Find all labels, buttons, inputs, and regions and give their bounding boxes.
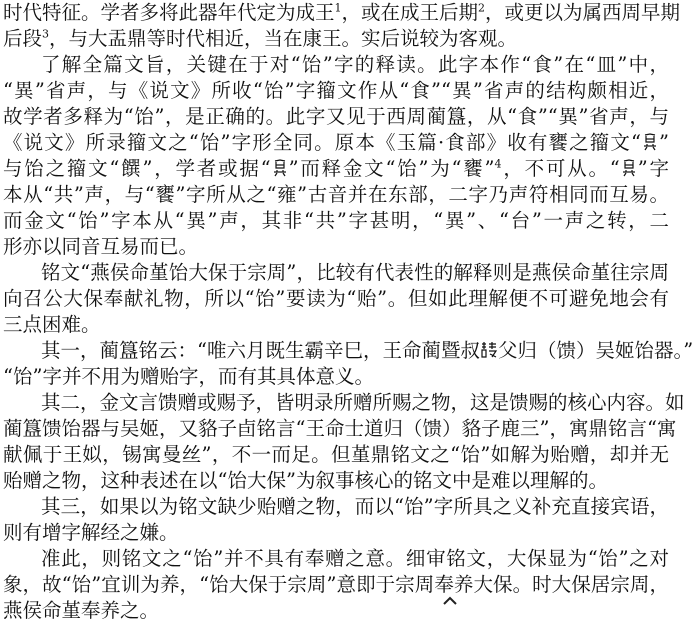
text-segment: 蔺簋馈饴器与吴姬，又貉子卣铭言“王命士道归（馈）貉子鹿三”，寓鼎铭言“寓 xyxy=(3,417,677,440)
text-line xyxy=(3,156,669,182)
footnote-marker: 4 xyxy=(494,157,502,171)
text-line xyxy=(3,52,669,78)
text-segment: 燕侯命堇奉养之。 xyxy=(3,599,160,622)
bronze-glyph-gong-shi-icon xyxy=(271,159,289,177)
text-line xyxy=(3,364,669,390)
text-line xyxy=(3,468,669,494)
text-segment: 三点困难。 xyxy=(3,313,101,336)
text-line xyxy=(3,494,669,520)
text-line xyxy=(3,0,681,26)
text-line xyxy=(3,572,669,598)
text-line xyxy=(3,78,669,104)
text-line xyxy=(3,416,677,442)
text-segment: ，或在成王后期 xyxy=(341,1,479,24)
text-line xyxy=(3,338,693,364)
footnote-marker: 3 xyxy=(42,27,50,41)
text-line xyxy=(3,442,669,468)
text-segment: 后段 xyxy=(3,27,43,50)
text-segment: “異”省声，与《说文》所收“饴”字籀文作从“食”“異”省声的结构颇相近， xyxy=(3,79,669,102)
text-segment: ”而释金文“饴”为“饔” xyxy=(288,157,495,180)
text-line xyxy=(3,520,669,546)
text-line xyxy=(3,598,669,624)
text-segment: 《说文》所录籀文之“饴”字形全同。原本《玉篇·食部》收有饔之籀文“ xyxy=(3,131,642,154)
text-segment: 准此，则铭文之“饴”并不具有奉赠之意。细审铭文，大保显为“饴”之对 xyxy=(41,547,669,570)
text-segment: 故学者多释为“饴”，是正确的。此字又见于西周蔺簋，从“食”“異”省声，与 xyxy=(3,105,669,128)
text-segment: ，与大盂鼎等时代相近，当在康王。实后说较为客观。 xyxy=(49,27,518,50)
text-segment: ，或更以为属西周早期 xyxy=(485,1,681,24)
text-segment: 时代特征。学者多将此器年代定为成王 xyxy=(3,1,335,24)
text-line xyxy=(3,208,669,234)
text-segment: 贻赠之物，这种表述在以“饴大保”为叙事核心的铭文中是难以理解的。 xyxy=(3,469,608,492)
text-line xyxy=(3,234,669,260)
text-segment: 象，故“饴”宜训为养，“饴大保于宗周”意即于宗周奉养大保。时大保居宗周， xyxy=(3,573,669,596)
text-segment: 与饴之籀文“饌”，学者或据“ xyxy=(3,157,271,180)
text-segment: 而金文“饴”字本从“異”声，其非“共”字甚明，“異”、“台”一声之转，二 xyxy=(3,209,669,232)
text-line xyxy=(3,104,669,130)
text-segment: 其三，如果以为铭文缺少贻赠之物，而以“饴”字所具之义补充直接宾语， xyxy=(41,495,669,518)
text-segment: ”字 xyxy=(637,157,669,180)
text-line xyxy=(3,260,669,286)
text-segment: 形亦以同音互易而已。 xyxy=(3,235,199,258)
footnote-marker: 2 xyxy=(478,1,486,15)
text-segment: 其二，金文言馈赠或赐予，皆明录所赠所赐之物，这是馈赐的核心内容。如 xyxy=(41,391,685,414)
text-segment: 了解全篇文旨，关键在于对“饴”字的释读。此字本作“食”在“皿”中， xyxy=(41,53,669,76)
bronze-glyph-gong-shi-icon xyxy=(620,159,638,177)
text-segment: “饴”字并不用为赠贻字，而有其具体意义。 xyxy=(3,365,374,388)
text-segment: 向召公大保奉献礼物，所以“饴”要读为“贻”。但如此理解便不可避免地会有 xyxy=(3,287,669,310)
page-edge-mark xyxy=(443,596,457,604)
text-segment: 献佩于王姒，锡寓曼丝”，不一而足。但堇鼎铭文之“饴”如解为贻赠，却并无 xyxy=(3,443,669,466)
bronze-glyph-gong-shi-icon xyxy=(641,133,659,151)
bronze-glyph-shu-name-icon xyxy=(480,341,498,359)
text-segment: 则有增字解经之嫌。 xyxy=(3,521,179,544)
text-segment: 其一，蔺簋铭云：“唯六月既生霸辛巳，王命蔺暨叔 xyxy=(41,339,480,362)
text-line xyxy=(3,182,669,208)
text-segment: 本从“共”声，与“饔”字所从之“雍”古音并在东部，二字乃声符相同而互易。 xyxy=(3,183,669,206)
text-line xyxy=(3,546,669,572)
text-segment: ” xyxy=(659,131,669,154)
text-segment: 父归（馈）吴姬饴器。” xyxy=(497,339,693,362)
text-line xyxy=(3,26,669,52)
text-segment: ，不可从。“ xyxy=(501,157,620,180)
document-page xyxy=(3,0,693,624)
text-line xyxy=(3,390,685,416)
text-line xyxy=(3,312,669,338)
text-line xyxy=(3,286,669,312)
footnote-marker: 1 xyxy=(334,1,342,15)
text-line xyxy=(3,130,669,156)
text-segment: 铭文“燕侯命堇饴大保于宗周”，比较有代表性的解释则是燕侯命堇往宗周 xyxy=(41,261,669,284)
